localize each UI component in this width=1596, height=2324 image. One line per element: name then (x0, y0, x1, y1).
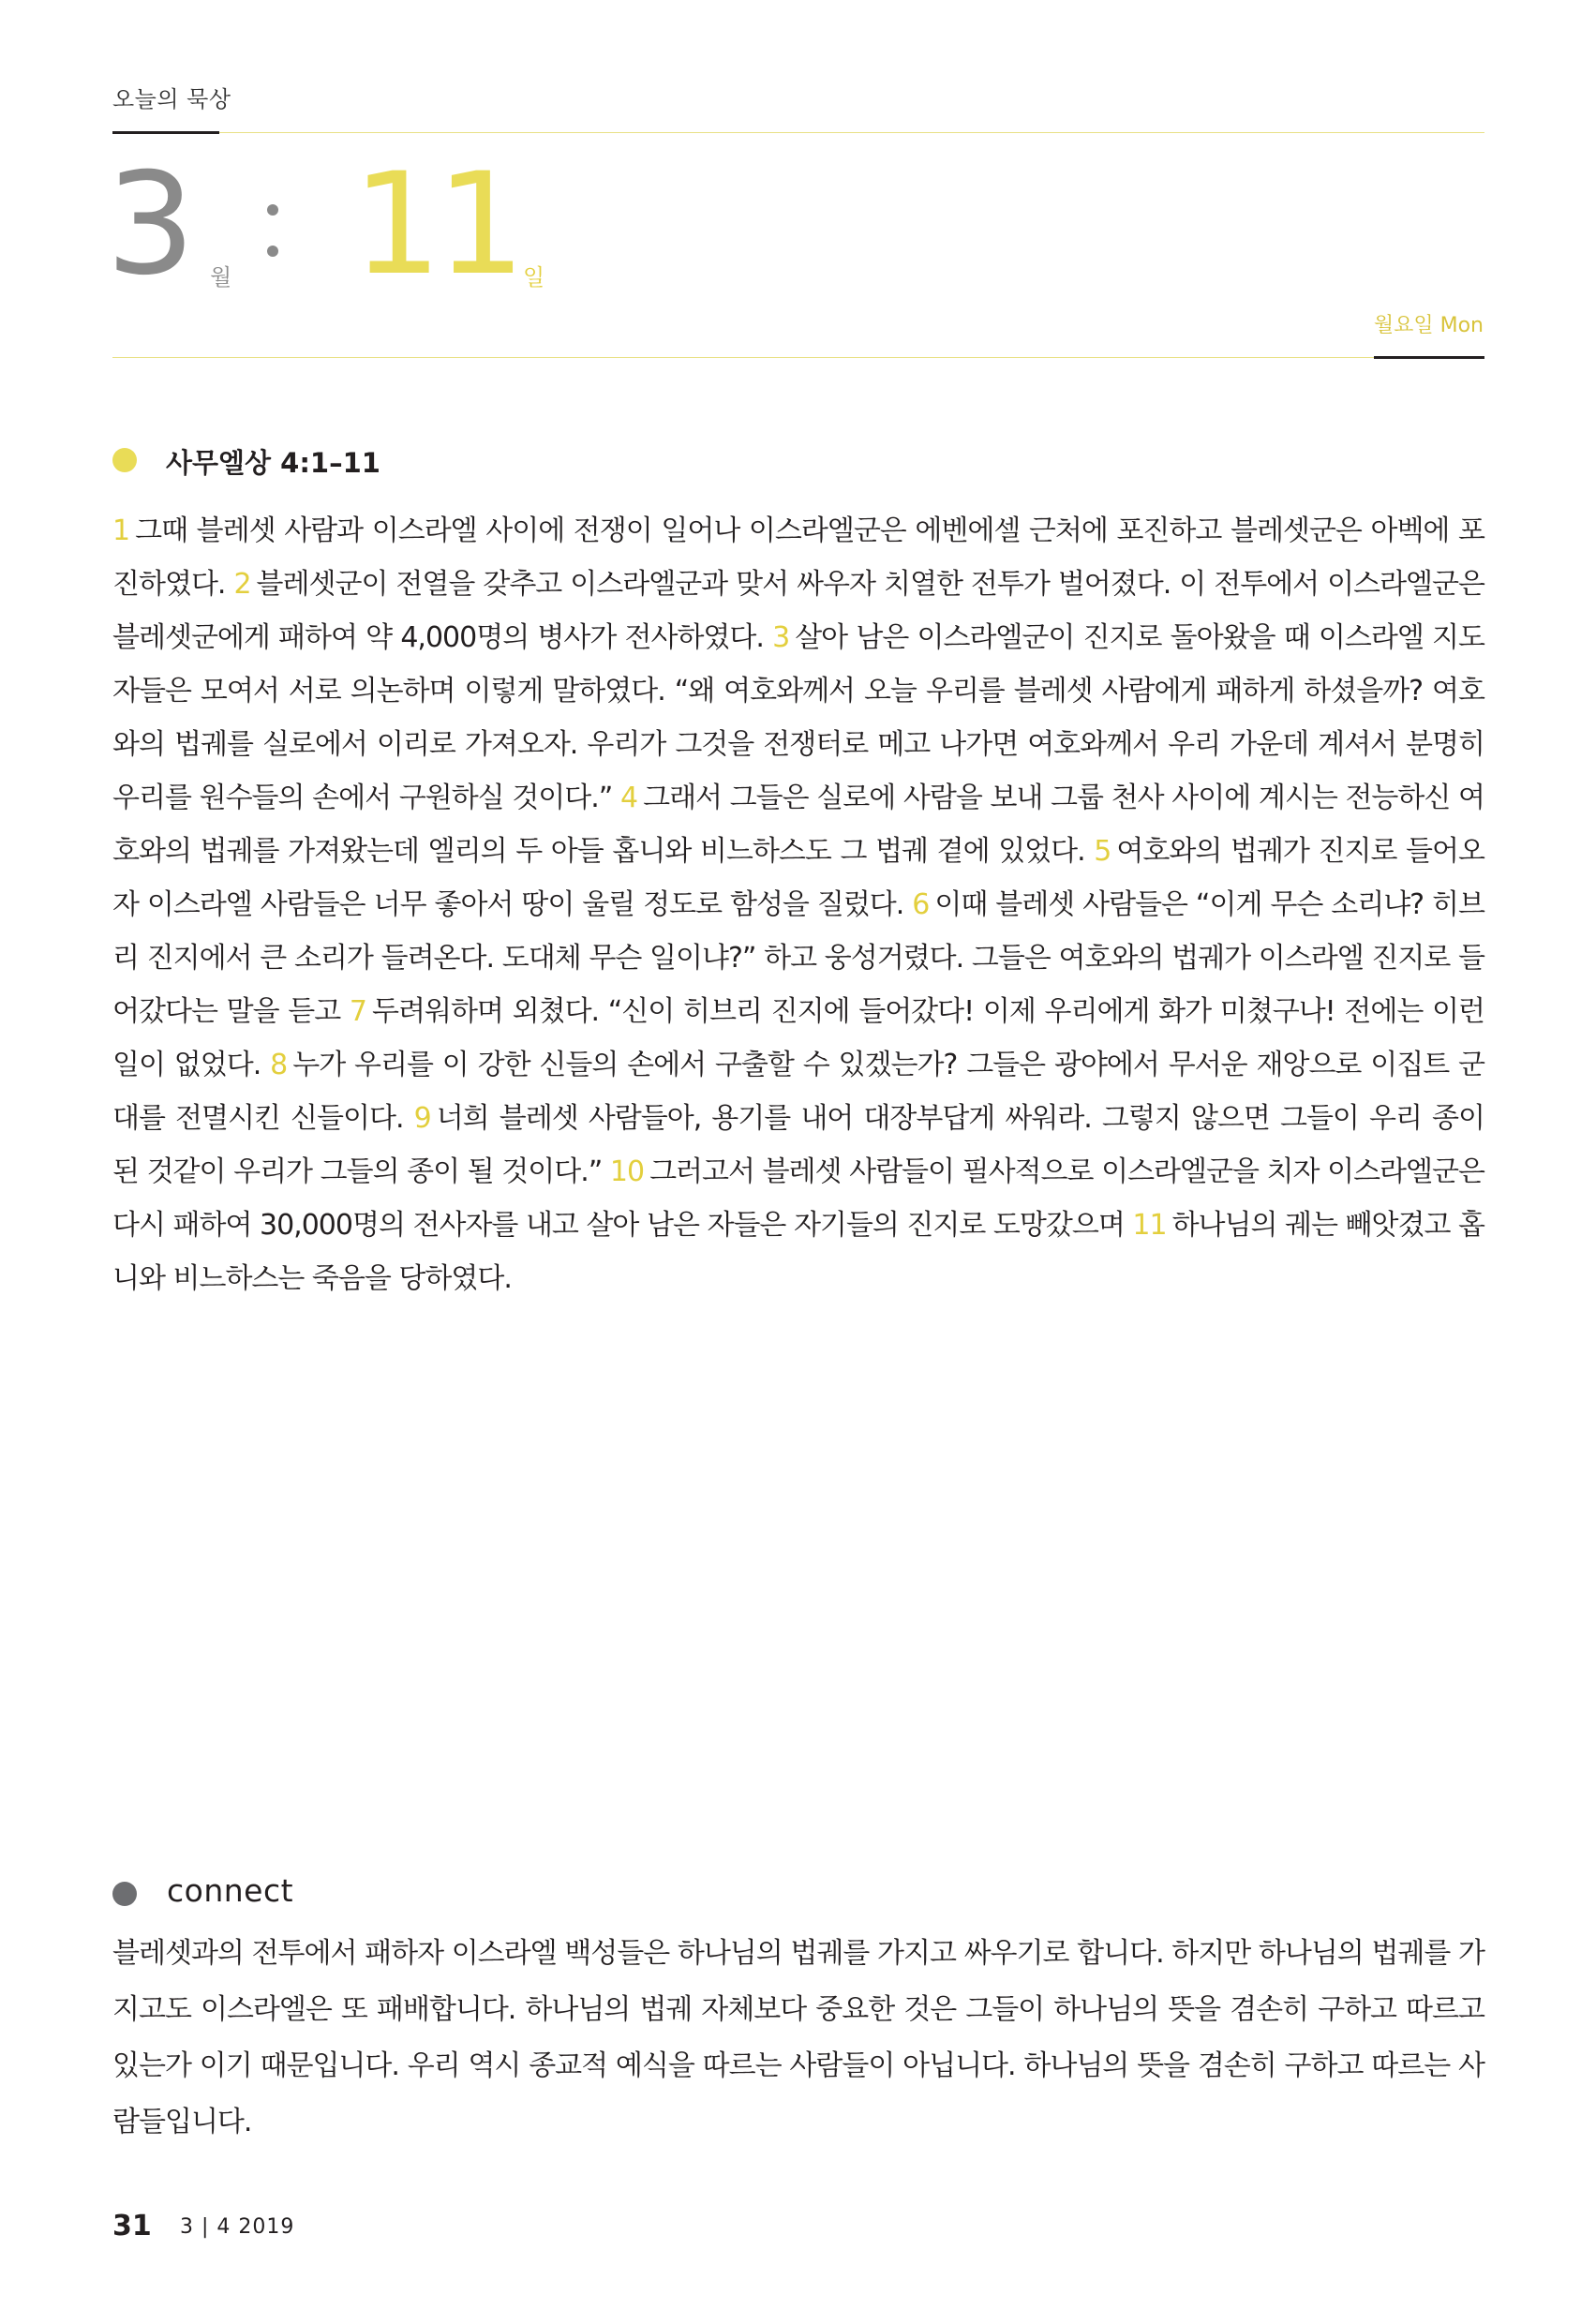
weekday-label: 월요일 Mon (1373, 314, 1484, 337)
verse-text: 누가 우리를 이 강한 신들의 손에서 구출할 수 있겠는가? 그들은 광야에서 무서운 재앙으로 이집트 군대를 전멸시킨 신들이다. (112, 1049, 1484, 1135)
page-number: 31 (112, 2210, 152, 2242)
scripture-text (112, 504, 1484, 1305)
verse-number: 8 (270, 1049, 288, 1081)
passage-bullet-icon (112, 448, 137, 472)
verse-number: 7 (349, 995, 367, 1028)
verse-text: 이때 블레셋 사람들은 “이게 무슨 소리냐? 히브리 진지에서 큰 소리가 들려온다. 도대체 무슨 일이냐?” 하고 웅성거렸다. 그들은 여호와의 법궤가 이스라엘 진지로 들어갔다는 말을 듣고 (112, 888, 1484, 1028)
passage-reference: 사무엘상 4:1–11 (166, 447, 380, 479)
verse-text: 살아 남은 이스라엘군이 진지로 돌아왔을 때 이스라엘 지도자들은 모여서 서로 의논하며 이렇게 말하였다. “왜 여호와께서 오늘 우리를 블레셋 사람에게 패하게 하셨을까? 여호와의 법궤를 실로에서 이리로 가져오자. 우리가 그것을 전쟁터로 메고 나가면 여호와께서 우리 가운데 계셔서 분명히 우리를 원수들의 손에서 구원하실 것이다.” (112, 621, 1484, 814)
verse-text: 그러고서 블레셋 사람들이 필사적으로 이스라엘군을 치자 이스라엘군은 다시 패하여 30,000명의 전사자를 내고 살아 남은 자들은 자기들의 진지로 도망갔으며 (112, 1155, 1484, 1242)
verse-number: 3 (772, 621, 790, 654)
date-colon-separator (267, 199, 280, 274)
header-rule (219, 132, 1484, 133)
issue-label: 3 | 4 2019 (180, 2215, 295, 2239)
verse-text: 블레셋군이 전열을 갖추고 이스라엘군과 맞서 싸우자 치열한 전투가 벌어졌다. 이 전투에서 이스라엘군은 블레셋군에게 패하여 약 4,000명의 병사가 전사하였다. (112, 568, 1484, 654)
date-rule (112, 357, 1378, 358)
connect-body: 블레셋과의 전투에서 패하자 이스라엘 백성들은 하나님의 법궤를 가지고 싸우기로 합니다. 하지만 하나님의 법궤를 가지고도 이스라엘은 또 패배합니다. 하나님의 법궤 자체보다 중요한 것은 그들이 하나님의 뜻을 겸손히 구하고 따르고 있는가 이기 때문입니다. 우리 역시 종교적 예식을 따르는 사람들이 아닙니다. 하나님의 뜻을 겸손히 구하고 따르는 사람들입니다. (112, 1937, 1484, 2138)
verse-number: 9 (413, 1102, 431, 1135)
verse-number: 6 (912, 888, 930, 921)
verse-text: 여호와의 법궤가 진지로 들어오자 이스라엘 사람들은 너무 좋아서 땅이 울릴 정도로 함성을 질렀다. (112, 835, 1484, 921)
connect-heading: connect (167, 1872, 294, 1909)
header-rule-accent (112, 131, 219, 134)
verse-number: 5 (1094, 835, 1111, 868)
day-unit: 일 (523, 264, 545, 290)
verse-text: 그때 블레셋 사람과 이스라엘 사이에 전쟁이 일어나 이스라엘군은 에벤에셀 근처에 포진하고 블레셋군은 아벡에 포진하였다. (112, 514, 1484, 601)
verse-number: 10 (609, 1155, 645, 1188)
verse-text: 하나님의 궤는 빼앗겼고 홉니와 비느하스는 죽음을 당하였다. (112, 1209, 1485, 1295)
month-number: 3 (106, 143, 192, 306)
verse-text: 너희 블레셋 사람들아, 용기를 내어 대장부답게 싸워라. 그렇지 않으면 그들이 우리 종이 된 것같이 우리가 그들의 종이 될 것이다.” (112, 1102, 1484, 1188)
section-label: 오늘의 묵상 (112, 86, 231, 112)
verse-text: 그래서 그들은 실로에 사람을 보내 그룹 천사 사이에 계시는 전능하신 여호와의 법궤를 가져왔는데 엘리의 두 아들 홉니와 비느하스도 그 법궤 곁에 있었다. (112, 782, 1484, 868)
day-number: 11 (352, 143, 520, 306)
verse-number: 2 (233, 568, 251, 601)
verse-number: 11 (1132, 1209, 1167, 1242)
verse-number: 4 (620, 782, 638, 814)
date-rule-accent (1374, 356, 1484, 359)
connect-bullet-icon (112, 1882, 137, 1906)
verse-text: 두려워하며 외쳤다. “신이 히브리 진지에 들어갔다! 이제 우리에게 화가 미쳤구나! 전에는 이런 일이 없었다. (112, 995, 1484, 1081)
month-unit: 월 (210, 264, 232, 290)
verse-number: 1 (112, 514, 130, 547)
